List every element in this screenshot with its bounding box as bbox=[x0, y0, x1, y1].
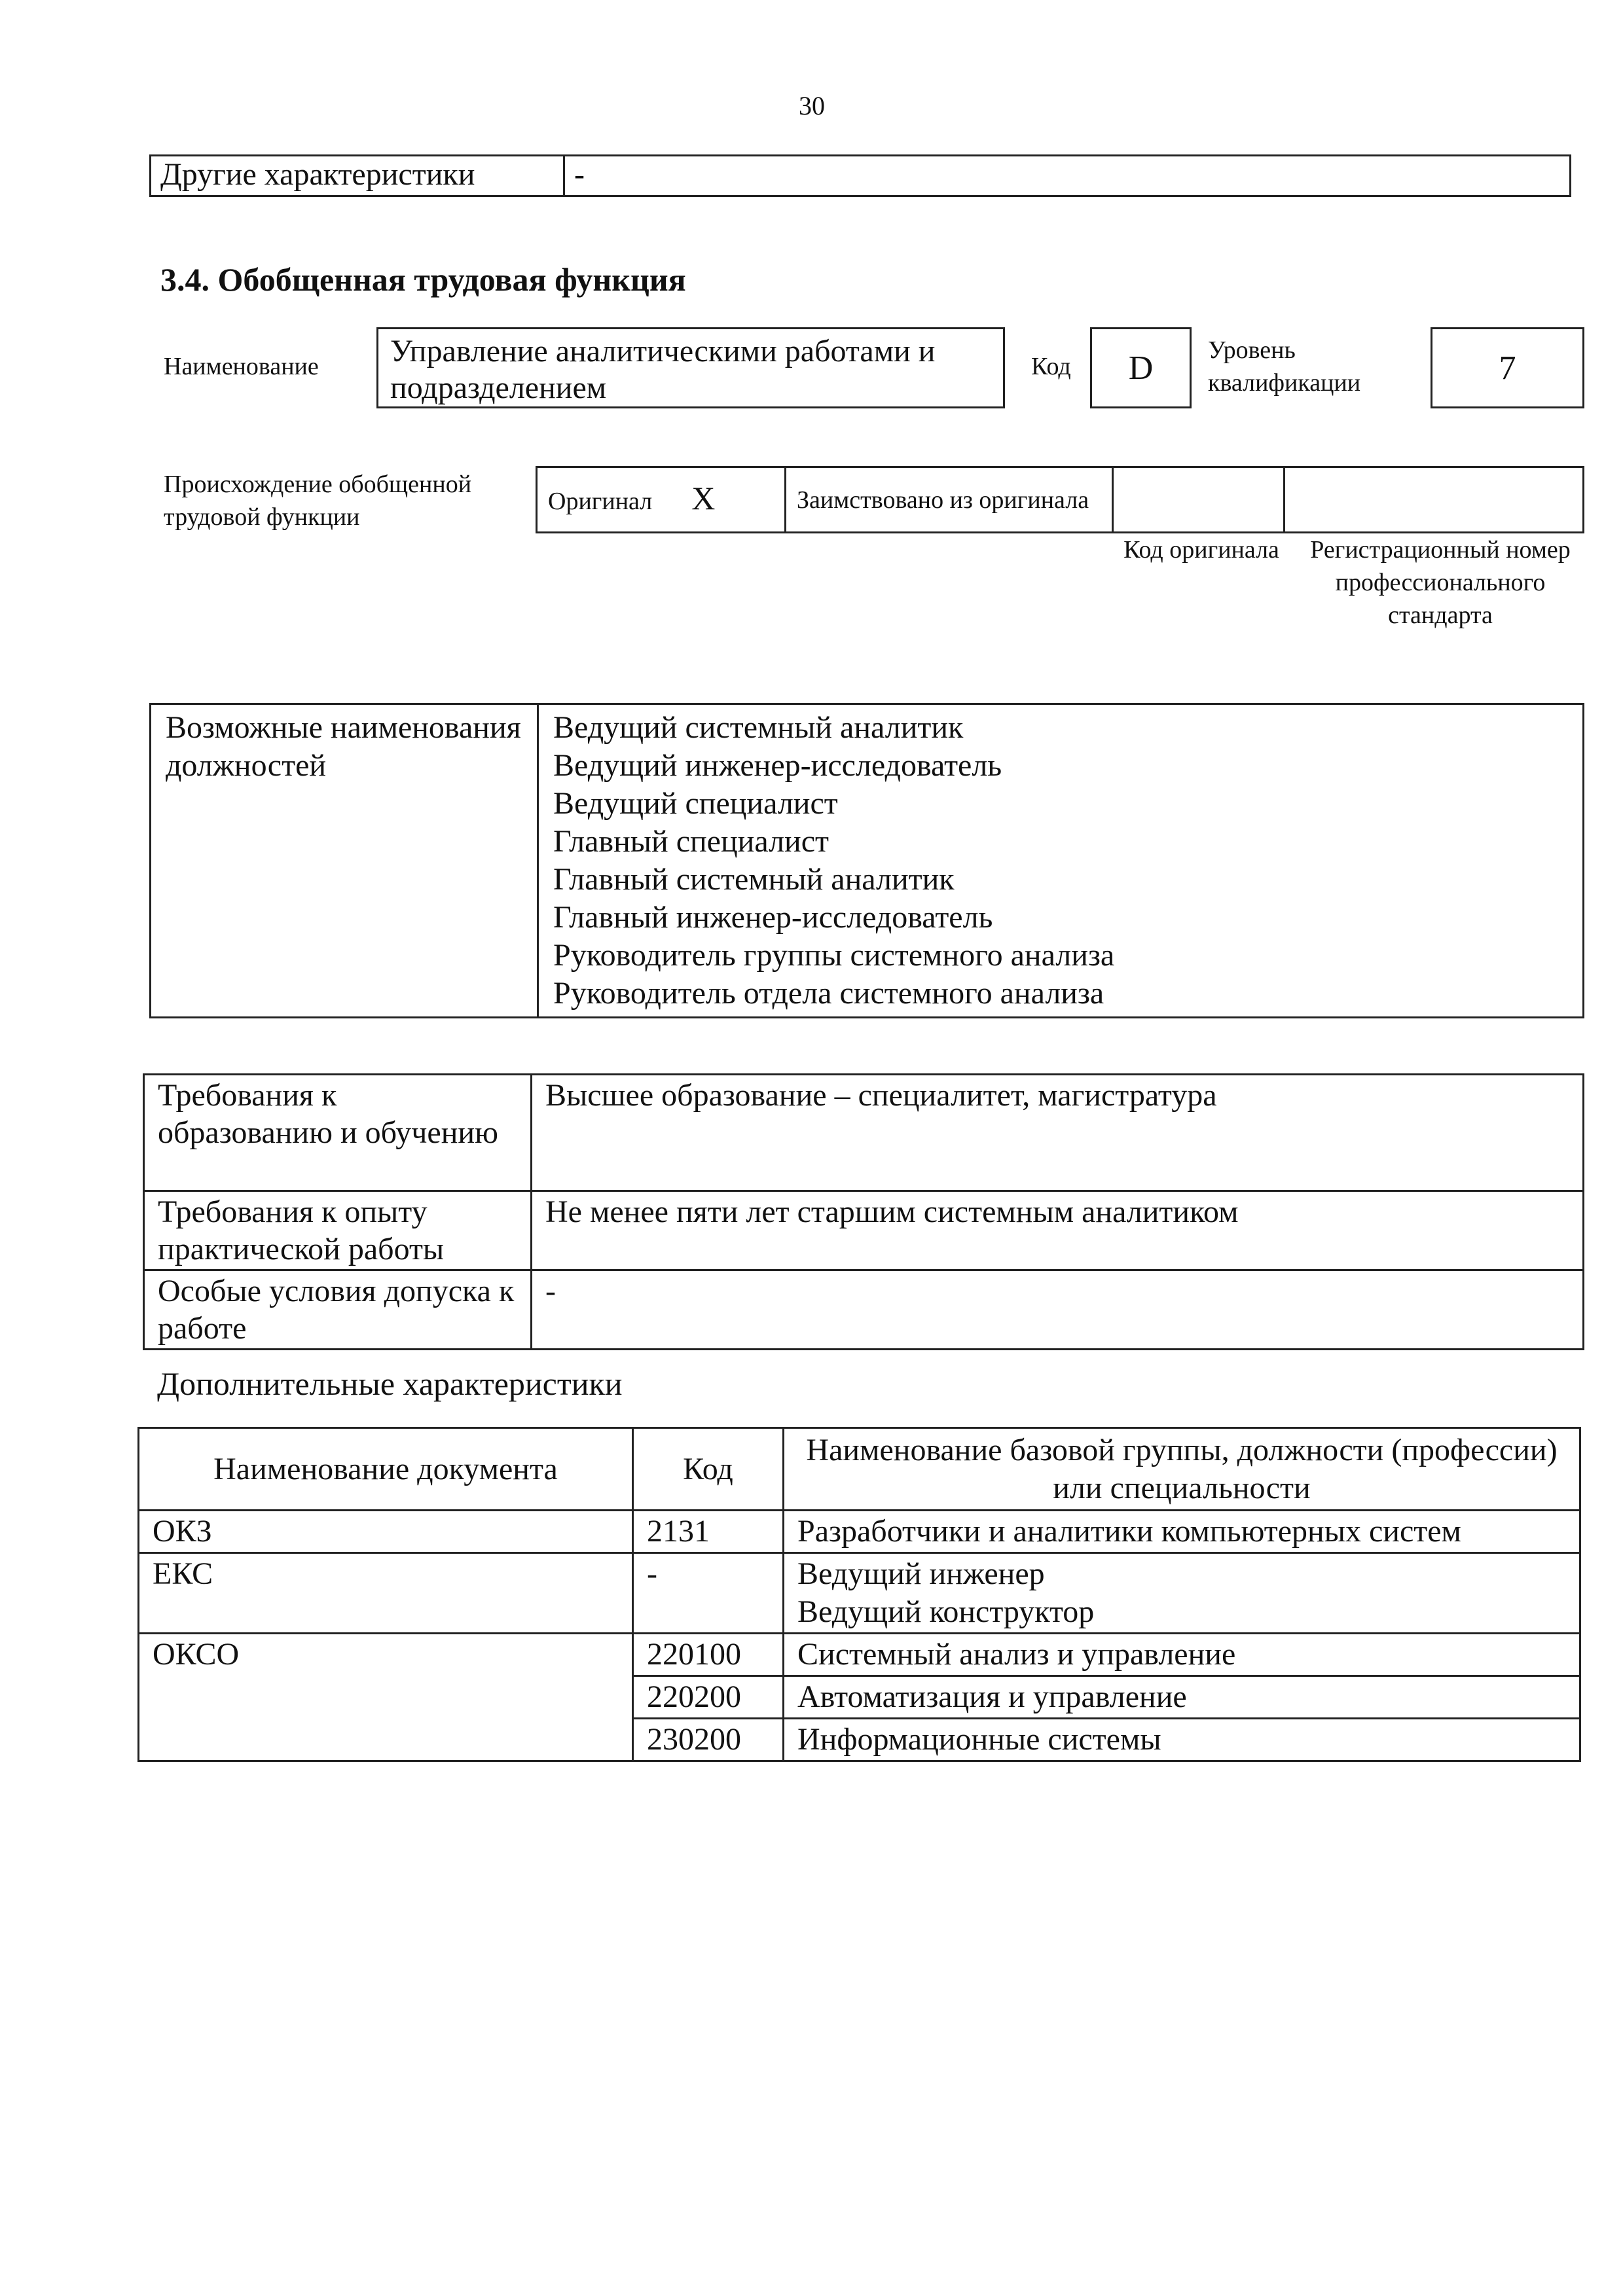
origin-reg-number-cell bbox=[1285, 467, 1584, 533]
code-label: Код bbox=[1031, 353, 1071, 380]
eks-doc: ЕКС bbox=[139, 1553, 633, 1634]
okso-name: Информационные системы bbox=[784, 1719, 1580, 1761]
table-row bbox=[144, 1191, 1584, 1270]
requirements-table bbox=[143, 1073, 1584, 1350]
table-row bbox=[144, 1270, 1584, 1350]
reg-number-caption: Регистрационный номер профессионального стандарта bbox=[1310, 536, 1571, 629]
other-characteristics-table bbox=[149, 154, 1571, 197]
header-document: Наименование документа bbox=[139, 1428, 633, 1511]
extra-characteristics-title: Дополнительные характеристики bbox=[157, 1365, 623, 1402]
eks-names bbox=[784, 1553, 1580, 1634]
other-characteristics-label: Другие характеристики bbox=[151, 156, 564, 196]
list-item: Главный инженер-исследователь bbox=[553, 900, 993, 935]
origin-table bbox=[536, 466, 1584, 533]
list-item: Ведущий инженер bbox=[797, 1556, 1045, 1591]
positions-list bbox=[538, 704, 1584, 1018]
requirement-value: Не менее пяти лет старшим системным аналитиком bbox=[532, 1191, 1584, 1270]
table-row bbox=[139, 1553, 1580, 1634]
function-code-box: D bbox=[1090, 327, 1192, 408]
eks-code: - bbox=[633, 1553, 784, 1634]
okso-code: 220100 bbox=[633, 1634, 784, 1676]
list-item: Ведущий инженер-исследователь bbox=[553, 748, 1002, 783]
other-characteristics-value: - bbox=[564, 156, 1571, 196]
origin-original-cell bbox=[537, 467, 786, 533]
positions-table bbox=[149, 703, 1584, 1018]
list-item: Ведущий специалист bbox=[553, 786, 838, 821]
requirement-label: Требования к образованию и обучению bbox=[144, 1075, 532, 1191]
code-original-caption: Код оригинала bbox=[1123, 536, 1279, 564]
list-item: Главный системный аналитик bbox=[553, 862, 955, 897]
requirement-label: Особые условия допуска к работе bbox=[144, 1270, 532, 1350]
name-label: Наименование bbox=[164, 353, 319, 380]
qualification-level-box: 7 bbox=[1431, 327, 1584, 408]
requirement-label: Требования к опыту практической работы bbox=[144, 1191, 532, 1270]
requirement-value: Высшее образование – специалитет, магистратура bbox=[532, 1075, 1584, 1191]
list-item: Руководитель группы системного анализа bbox=[553, 938, 1115, 973]
okso-code: 220200 bbox=[633, 1676, 784, 1719]
okz-name: Разработчики и аналитики компьютерных систем bbox=[784, 1511, 1580, 1553]
qualification-level-label: Уровень квалификации bbox=[1208, 336, 1361, 397]
list-item: Руководитель отдела системного анализа bbox=[553, 976, 1104, 1011]
function-name-box: Управление аналитическими работами и подразделением bbox=[376, 327, 1005, 408]
okso-doc: ОКСО bbox=[139, 1634, 633, 1761]
table-row bbox=[144, 1075, 1584, 1191]
okz-doc: ОКЗ bbox=[139, 1511, 633, 1553]
okso-code: 230200 bbox=[633, 1719, 784, 1761]
origin-label: Происхождение обобщенной трудовой функции bbox=[164, 471, 472, 531]
origin-code-cell bbox=[1113, 467, 1285, 533]
requirement-value: - bbox=[532, 1270, 1584, 1350]
table-row bbox=[139, 1428, 1580, 1511]
table-row bbox=[139, 1634, 1580, 1676]
okso-name: Системный анализ и управление bbox=[784, 1634, 1580, 1676]
table-row bbox=[139, 1511, 1580, 1553]
okz-code: 2131 bbox=[633, 1511, 784, 1553]
section-title: 3.4. Обобщенная трудовая функция bbox=[160, 261, 686, 298]
okso-name: Автоматизация и управление bbox=[784, 1676, 1580, 1719]
header-code: Код bbox=[633, 1428, 784, 1511]
header-group-name: Наименование базовой группы, должности (профессии) или специальности bbox=[784, 1428, 1580, 1511]
page-number: 30 bbox=[799, 91, 825, 120]
list-item: Ведущий системный аналитик bbox=[553, 710, 964, 745]
extra-characteristics-table bbox=[137, 1427, 1581, 1762]
positions-label: Возможные наименования должностей bbox=[151, 704, 538, 1018]
original-mark: X bbox=[691, 480, 716, 516]
list-item: Ведущий конструктор bbox=[797, 1594, 1095, 1629]
list-item: Главный специалист bbox=[553, 824, 830, 859]
origin-borrowed-cell: Заимствовано из оригинала bbox=[786, 467, 1113, 533]
original-label: Оригинал bbox=[548, 488, 653, 515]
